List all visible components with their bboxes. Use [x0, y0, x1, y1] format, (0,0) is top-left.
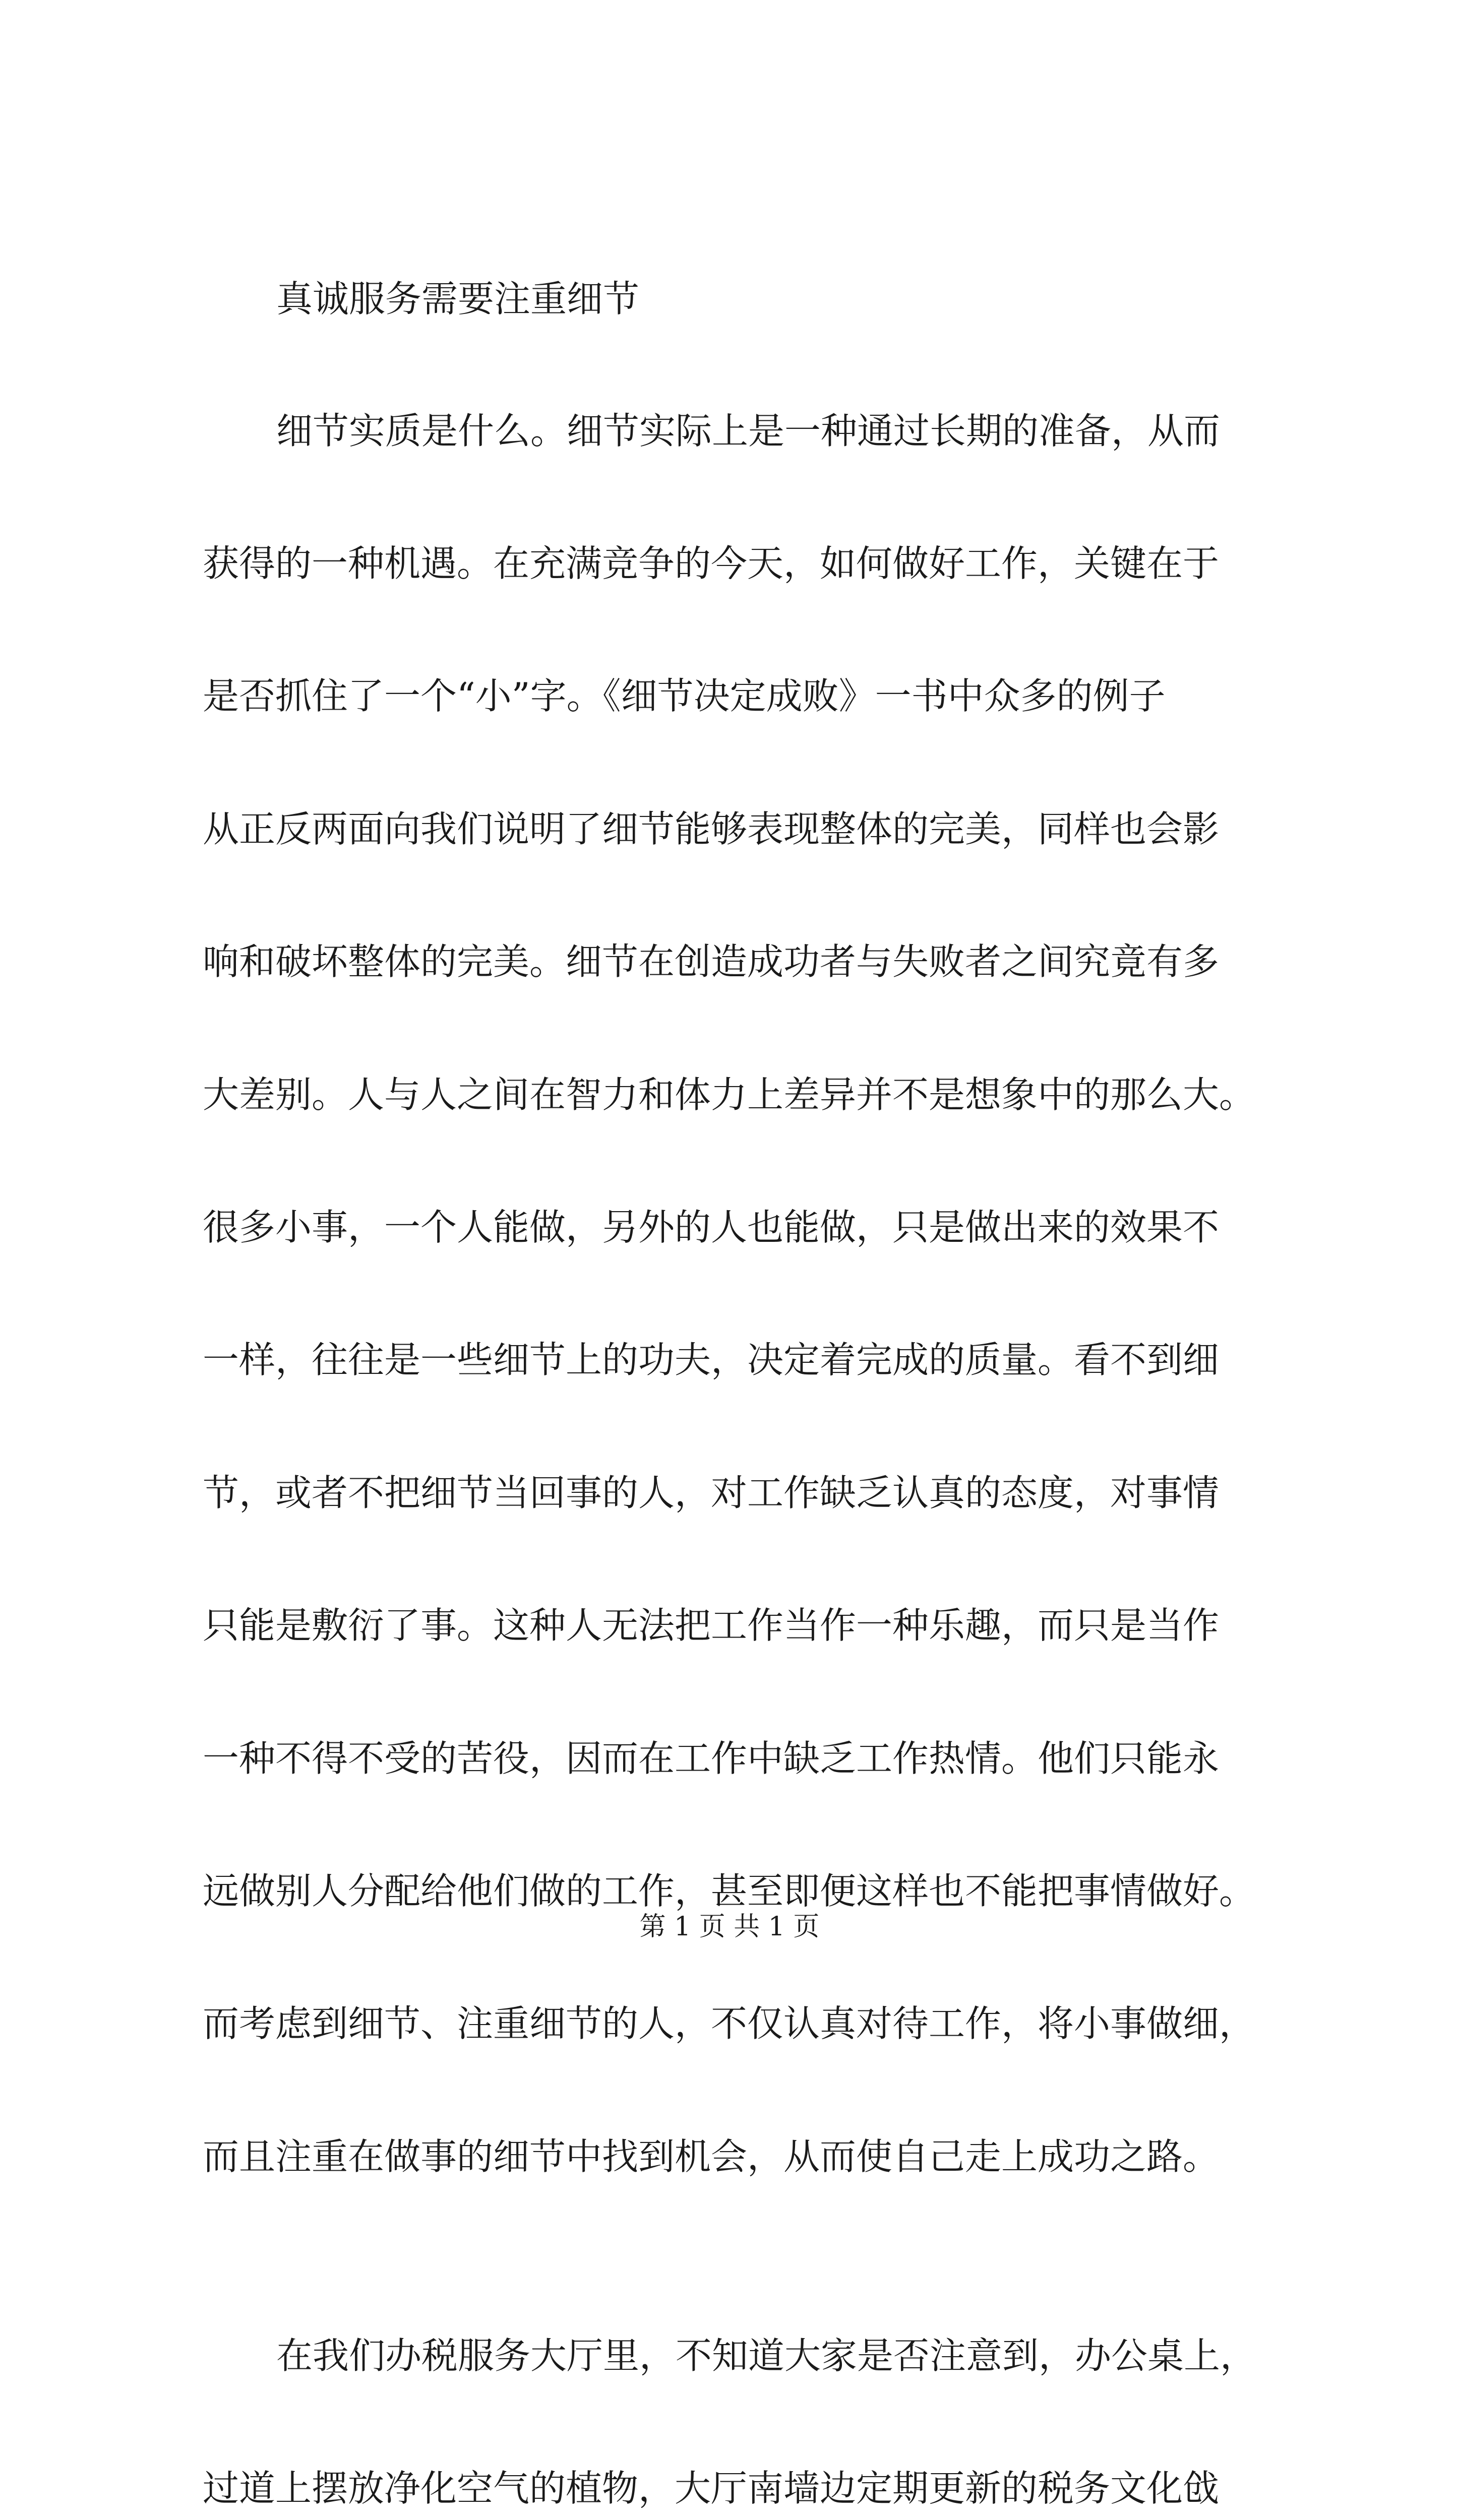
text-line: 大差别。人与人之间在智力和体力上差异并不是想象中的那么大。	[203, 1073, 1256, 1116]
text-line: 一种不得不受的苦役，因而在工作中缺乏工作热情。他们只能永	[203, 1737, 1220, 1780]
text-line: 在我们办税服务大厅里，不知道大家是否注意到，办公桌上，	[276, 2334, 1257, 2377]
text-line: 一样，往往是一些细节上的功夫，决定着完成的质量。看不到细	[203, 1339, 1220, 1381]
paragraph-1	[203, 332, 1264, 2256]
text-line: 而考虑到细节、注重细节的人，不仅认真对待工作，将小事做细，	[203, 2002, 1256, 2045]
text-line: 远做别人分配给他们做的工作，甚至即便这样也不能把事情做好。	[203, 1870, 1256, 1912]
text-line: 节，或者不把细节当回事的人，对工作缺乏认真的态度，对事情	[203, 1471, 1220, 1514]
page-footer: 第 1 页 共 1 页	[639, 1912, 820, 1942]
text-line: 而且注重在做事的细节中找到机会，从而使自己走上成功之路。	[203, 2135, 1220, 2178]
paragraph-2	[203, 2256, 1264, 2520]
document-body	[203, 332, 1264, 2520]
text-line: 过道上摆放净化空气的植物，大厅南墙边定期更新的税务文化戗	[203, 2467, 1220, 2510]
document-title: 真诚服务需要注重细节	[276, 278, 640, 320]
text-line: 响和破坏整体的完美。细节在创造成功者与失败者之间究竟有多	[203, 940, 1220, 983]
text-line: 很多小事，一个人能做，另外的人也能做，只是做出来的效果不	[203, 1206, 1220, 1249]
text-line: 只能是敷衍了事。这种人无法把工作当作一种乐趣，而只是当作	[203, 1604, 1220, 1647]
text-line: 从正反两面向我们说明了细节能够表现整体的完美，同样也会影	[203, 807, 1220, 850]
text-line: 细节实质是什么。细节实际上是一种通过长期的准备，从而	[276, 409, 1221, 452]
text-line: 获得的一种机遇。在充满竞争的今天，如何做好工作，关键在于	[203, 542, 1220, 585]
text-line: 是否抓住了一个“小”字。《细节决定成败》一书中众多的例子	[203, 675, 1166, 718]
